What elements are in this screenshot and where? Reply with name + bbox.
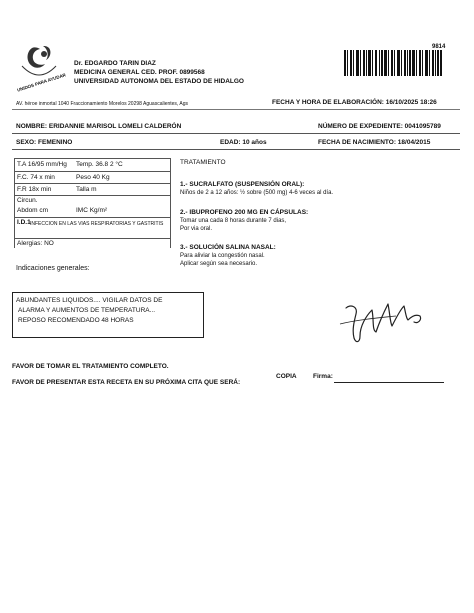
vital-temp: Temp. 36.8 2 °C xyxy=(76,161,123,168)
vital-idx-label: I.D.1 xyxy=(17,219,31,226)
patient-sex: SEXO: FEMENINO xyxy=(16,139,73,146)
barcode-icon xyxy=(344,50,442,76)
vitals-row-line xyxy=(14,195,170,196)
folio-number: 9814 xyxy=(432,44,446,50)
vitals-right-border xyxy=(170,158,171,248)
instruction-line: ALARMA Y AUMENTOS DE TEMPERATURA... xyxy=(18,307,156,314)
vitals-row-line xyxy=(14,238,170,239)
signature-icon xyxy=(336,286,436,348)
copy-label: COPIA xyxy=(276,373,297,380)
vital-allergies: Alergias: NO xyxy=(17,240,54,247)
elaboration-datetime: FECHA Y HORA DE ELABORACIÓN: 16/10/2025 18:26 xyxy=(272,99,437,106)
logo-text: UNIDOS PARA AYUDAR xyxy=(16,72,67,93)
instructions-box xyxy=(12,292,204,338)
doctor-name: Dr. EDGARDO TARIN DIAZ xyxy=(74,60,156,67)
vital-circ: Circun. xyxy=(17,197,38,204)
doctor-address: AV. héroe inmortal 1040 Fraccionamiento Morelos 20298 Aguascalientes, Ags xyxy=(16,101,189,107)
vital-idx-value: INFECCION EN LAS VIAS RESPIRATORIAS Y GASTRITIS xyxy=(30,221,164,227)
footer-complete: FAVOR DE TOMAR EL TRATAMIENTO COMPLETO. xyxy=(12,363,169,370)
firma-label: Firma: xyxy=(313,373,333,380)
treatment-3-line: Para aliviar la congestión nasal. xyxy=(180,253,265,259)
treatment-3-line: Aplicar según sea necesario. xyxy=(180,261,258,267)
vital-weight: Peso 40 Kg xyxy=(76,174,110,181)
vitals-top-border xyxy=(14,158,170,159)
treatment-1-title: 1.- SUCRALFATO (SUSPENSIÓN ORAL): xyxy=(180,181,305,188)
doctor-university: UNIVERSIDAD AUTONOMA DEL ESTADO DE HIDALGO xyxy=(74,78,244,85)
treatment-3-title: 3.- SOLUCIÓN SALINA NASAL: xyxy=(180,244,276,251)
footer-present: FAVOR DE PRESENTAR ESTA RECETA EN SU PRÓXIMA CITA QUE SERÁ: xyxy=(12,379,241,386)
treatment-1-line: Niños de 2 a 12 años: ½ sobre (500 mg) 4-6 veces al día. xyxy=(180,190,334,196)
treatment-2-title: 2.- IBUPROFENO 200 MG EN CÁPSULAS: xyxy=(180,209,309,216)
indicaciones-label: Indicaciones generales: xyxy=(16,265,90,272)
vitals-row-line xyxy=(14,183,170,184)
patient-birthdate: FECHA DE NACIMIENTO: 18/04/2015 xyxy=(318,139,431,146)
patient-age: EDAD: 10 años xyxy=(220,139,267,146)
treatment-title: TRATAMIENTO xyxy=(180,159,226,166)
vital-fr: F.R 18x min xyxy=(17,186,52,193)
vital-ta: T.A 16/95 mm/Hg xyxy=(17,161,67,168)
vital-abdom: Abdom cm xyxy=(17,207,49,214)
firma-signature-line xyxy=(334,382,444,383)
record-number: NÚMERO DE EXPEDIENTE: 0041095789 xyxy=(318,123,441,130)
doctor-specialty: MEDICINA GENERAL CED. PROF. 0899568 xyxy=(74,69,205,76)
treatment-2-line: Tomar una cada 8 horas durante 7 dias, xyxy=(180,218,287,224)
header-divider xyxy=(12,109,460,110)
vital-height: Talla m xyxy=(76,186,97,193)
vitals-row-line xyxy=(14,171,170,172)
treatment-2-line: Por via oral. xyxy=(180,226,213,232)
patient-name: NOMBRE: ERIDANNIE MARISOL LOMELI CALDERÓN xyxy=(16,123,182,130)
vital-fc: F.C. 74 x min xyxy=(17,174,55,181)
instruction-line: REPOSO RECOMENDADO 48 HORAS xyxy=(18,317,134,324)
vitals-left-border xyxy=(14,158,15,248)
instruction-line: ABUNDANTES LIQUIDOS.... VIGILAR DATOS DE xyxy=(16,297,163,304)
patient-divider-1 xyxy=(12,133,460,134)
patient-divider-2 xyxy=(12,149,460,150)
vitals-row-line xyxy=(14,217,170,218)
vital-imc: IMC Kg/m² xyxy=(76,207,108,214)
